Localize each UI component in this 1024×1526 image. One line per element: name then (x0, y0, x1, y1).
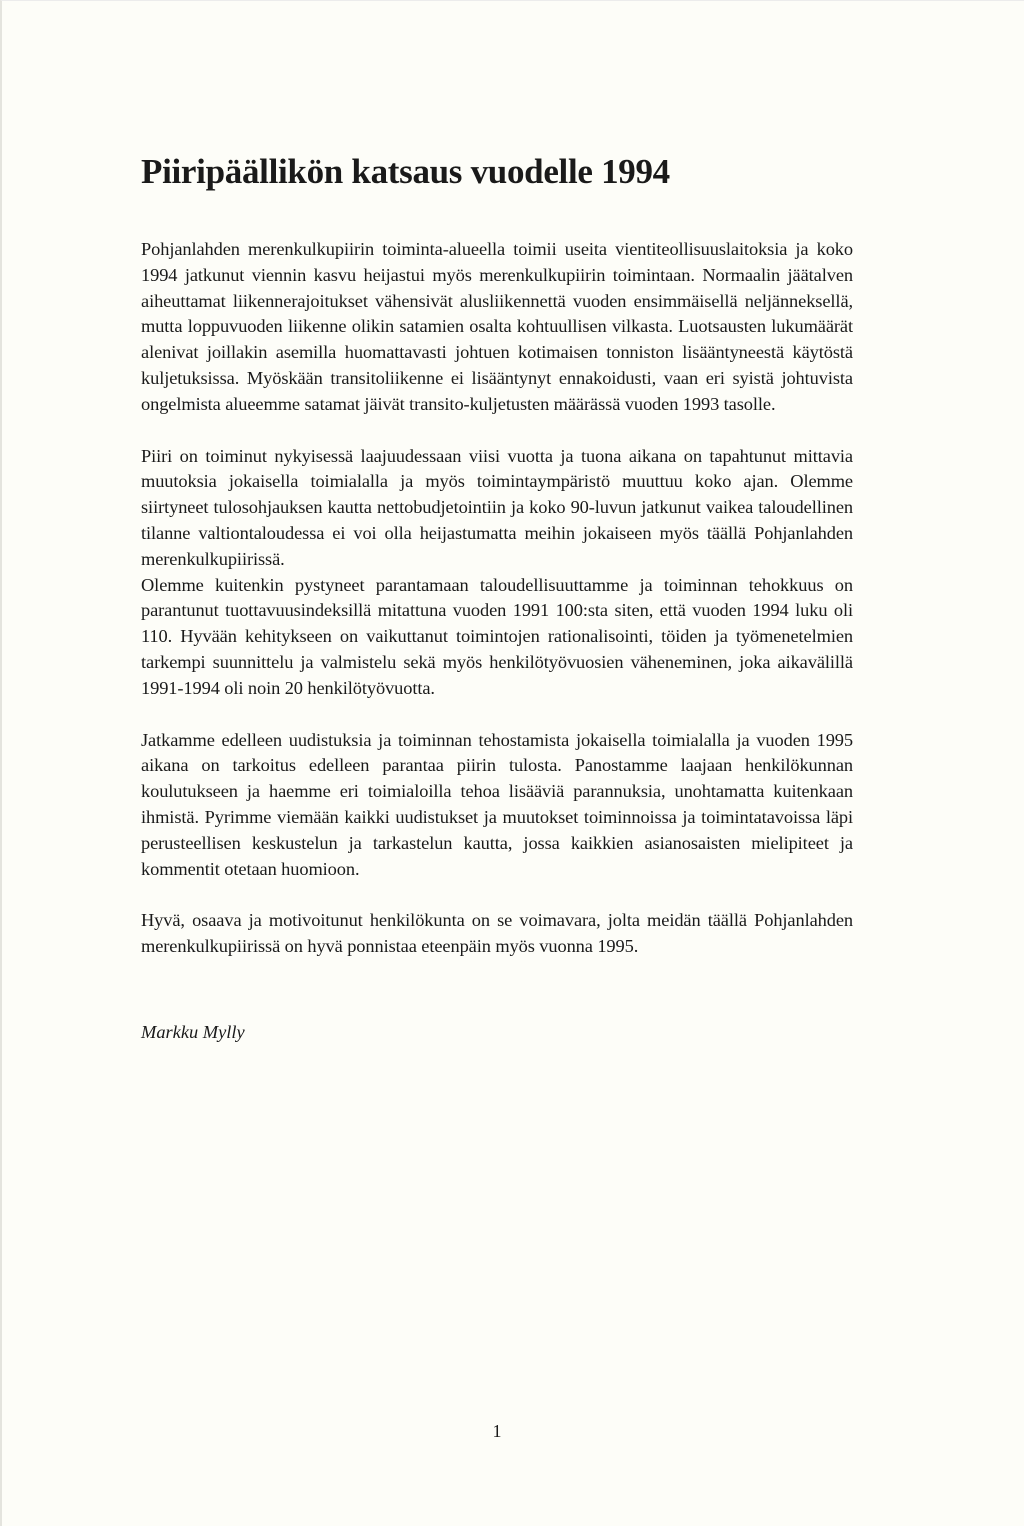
paragraph-traffic: Pohjanlahden merenkulkupiirin toiminta-alueella toimii useita vientiteollisuuslaitoksia ja koko 1994 jatkunut viennin kasvu heijastui myös merenkulkupiirin toimintaan. Normaalin jäätalven aiheuttamat liikennerajoitukset vähensivät alusliikennettä vuoden ensimmäisellä neljänneksellä, mutta loppuvuoden liikenne olikin satamien osalta kohtuullisen vilkasta. Luotsausten lukumäärät alenivat joillakin asemilla huomattavasti johtuen kotimaisen tonniston lisääntyneestä käytöstä kuljetuksissa. Myöskään transitoliikenne ei lisääntynyt ennakoidusti, vaan eri syistä johtuvista ongelmista alueemme satamat jäivät transito-kuljetusten määrässä vuoden 1993 tasolle. (141, 239, 853, 414)
paragraph-reforms: Jatkamme edelleen uudistuksia ja toiminnan tehostamista jokaisella toimialalla ja vuoden 1995 aikana on tarkoitus edelleen parantaa piirin tulosta. Panostamme laajaan henkilökunnan koulutukseen ja haemme eri toimialoilla tehoa lisääviä parannuksia, unohtamatta kuitenkaan ihmistä. Pyrimme viemään kaikki uudistukset ja muutokset toiminnoissa ja toimintatavoissa läpi perusteellisen keskustelun ja tarkastelun kautta, jossa kaikkien asianosaisten mielipiteet ja kommentit otetaan huomioon. (141, 729, 853, 879)
author-signature: Markku Mylly (141, 1021, 245, 1042)
page-number: 1 (492, 1421, 502, 1441)
paragraph-district-history: Piiri on toiminut nykyisessä laajuudessaan viisi vuotta ja tuona aikana on tapahtunut mittavia muutoksia jokaisella toimialalla ja myös toimintaympäristö muuttuu koko ajan. Olemme siirtyneet tulosohjauksen kautta nettobudjetointiin ja koko 90-luvun jatkunut vaikea taloudellinen tilanne valtiontaloudessa ei voi olla heijastumatta meihin jokaiseen myös täällä Pohjanlahden merenkulkupiirissä. (141, 445, 853, 569)
paragraph-staff: Hyvä, osaava ja motivoitunut henkilökunta on se voimavara, jolta meidän täällä Pohjanlahden merenkulkupiirissä on hyvä ponnistaa eteenpäin myös vuonna 1995. (141, 910, 853, 957)
document-body (141, 151, 853, 1045)
paragraph-efficiency: Olemme kuitenkin pystyneet parantamaan taloudellisuuttamme ja toiminnan tehokkuus on parantunut tuottavuusindeksillä mitattuna vuoden 1991 100:sta siten, että vuoden 1994 luku oli 110. Hyvään kehitykseen on vaikuttanut toimintojen rationalisointi, töiden ja työmenetelmien tarkempi suunnittelu ja valmistelu sekä myös henkilötyövuosien väheneminen, joka aikavälillä 1991-1994 oli noin 20 henkilötyövuotta. (141, 574, 853, 698)
document-title: Piiripäällikön katsaus vuodelle 1994 (141, 152, 670, 191)
